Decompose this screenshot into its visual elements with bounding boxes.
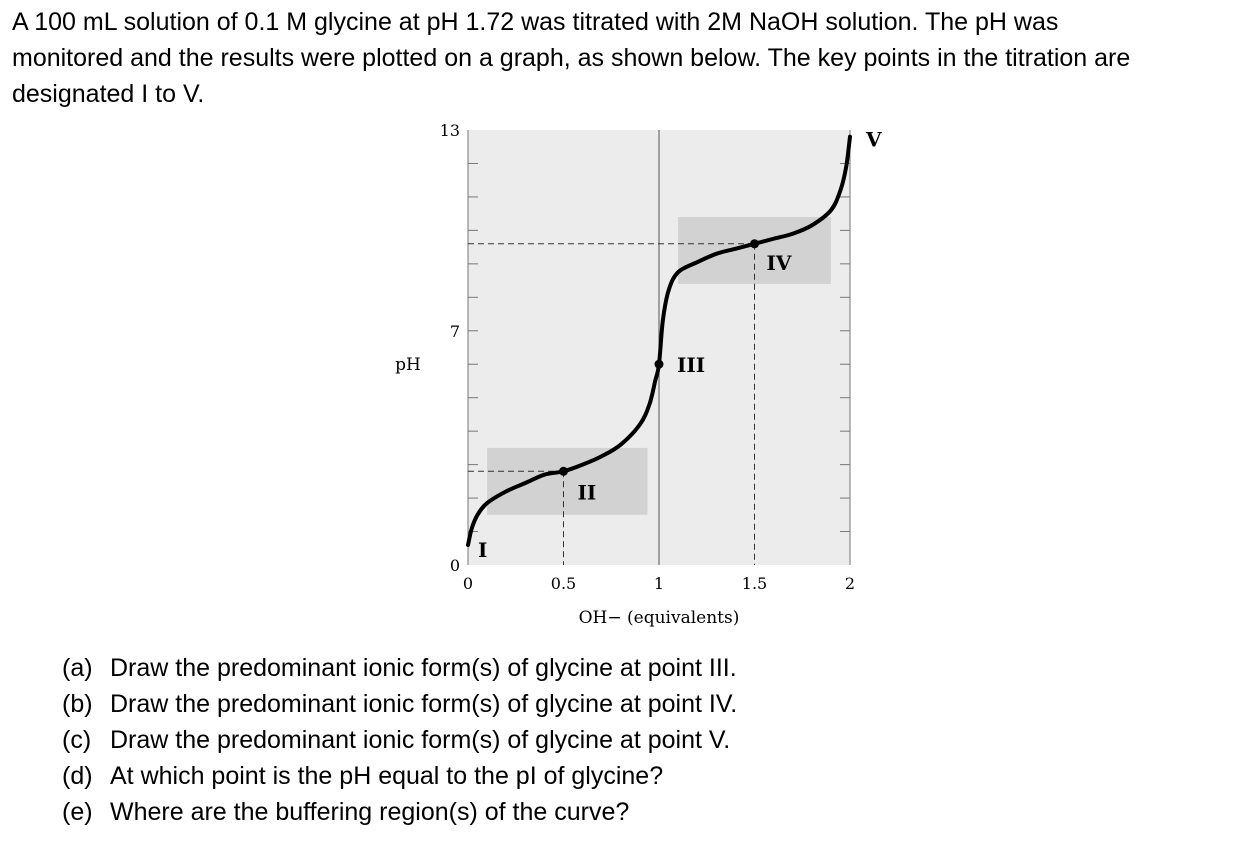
titration-chart xyxy=(380,115,882,628)
problem-statement xyxy=(12,4,1252,112)
point-label-ii: II xyxy=(577,480,597,505)
question-item xyxy=(62,722,737,758)
x-tick-label: 0.5 xyxy=(550,574,577,593)
point-label-i: I xyxy=(478,538,488,562)
intro-line-2: monitored and the results were plotted on a graph, as shown below. The key points in the titration are xyxy=(12,44,1131,72)
question-label: (d) xyxy=(62,762,93,790)
question-item xyxy=(62,650,737,686)
question-label: (a) xyxy=(62,654,93,682)
question-item xyxy=(62,758,737,794)
point-marker-iii xyxy=(655,360,664,369)
intro-line-3: designated I to V. xyxy=(12,80,205,108)
question-list xyxy=(62,650,737,830)
x-tick-label: 1 xyxy=(653,574,665,593)
point-marker-iv xyxy=(750,239,759,248)
y-axis-label: pH xyxy=(395,355,421,376)
y-tick-label: 13 xyxy=(439,121,460,140)
question-text: Draw the predominant ionic form(s) of glycine at point V. xyxy=(110,726,731,754)
question-text: Draw the predominant ionic form(s) of glycine at point III. xyxy=(110,654,737,682)
question-item xyxy=(62,794,737,830)
point-marker-ii xyxy=(559,467,568,476)
question-label: (e) xyxy=(62,798,93,826)
x-tick-label: 0 xyxy=(462,574,474,593)
question-label: (b) xyxy=(62,690,93,718)
point-label-iv: IV xyxy=(766,250,792,275)
titration-chart-svg xyxy=(380,115,882,628)
question-text: At which point is the pH equal to the pI of glycine? xyxy=(110,762,664,790)
y-tick-label: 7 xyxy=(449,321,460,341)
question-text: Where are the buffering region(s) of the curve? xyxy=(110,798,630,826)
point-label-v: V xyxy=(866,127,882,152)
x-tick-label: 2 xyxy=(844,574,856,593)
question-text: Draw the predominant ionic form(s) of glycine at point IV. xyxy=(110,690,738,718)
buffer-region-1 xyxy=(487,448,647,515)
x-axis-label: OH− (equivalents) xyxy=(578,608,740,628)
y-tick-label: 0 xyxy=(449,556,460,575)
point-label-iii: III xyxy=(677,353,706,378)
question-item xyxy=(62,686,737,722)
x-tick-label: 1.5 xyxy=(741,574,768,593)
intro-line-1: A 100 mL solution of 0.1 M glycine at pH 1.72 was titrated with 2M NaOH solution. The pH was xyxy=(12,8,1059,36)
question-label: (c) xyxy=(62,726,92,754)
